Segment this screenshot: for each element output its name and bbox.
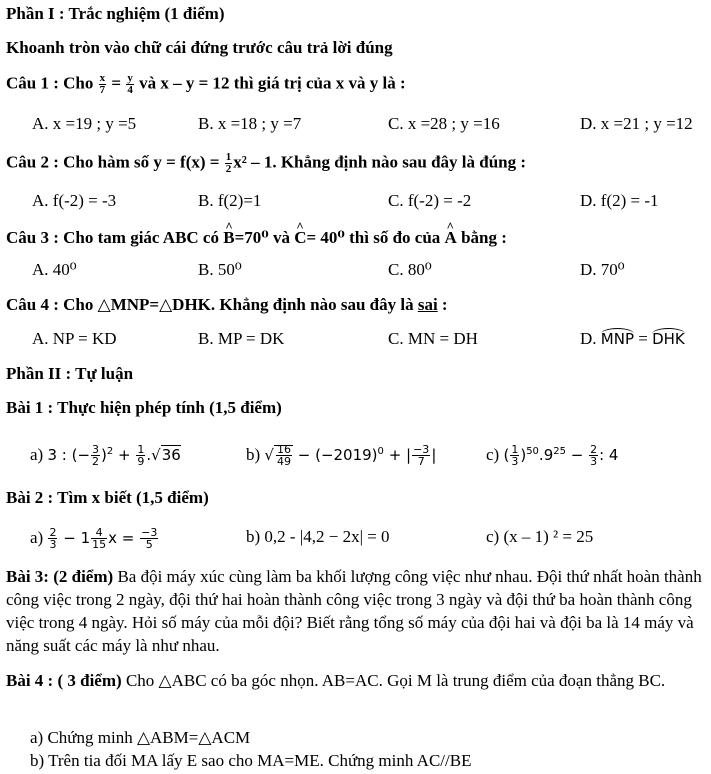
bai2-b: b) 0,2 - |4,2 − 2x| = 0 <box>246 527 390 546</box>
q1-option-b[interactable]: B. x =18 ; y =7 <box>198 114 302 133</box>
bai4-a: a) Chứng minh △ABM=△ACM <box>30 728 251 747</box>
question-3: Câu 3 : Cho tam giác ABC có ^ B=70⁰ và ^ C= 40⁰ thì số đo của ^ A bằng : <box>6 228 507 248</box>
q3-option-d[interactable]: D. 70⁰ <box>580 260 625 279</box>
q3-option-b[interactable]: B. 50⁰ <box>198 260 242 279</box>
bai1-title: Bài 1 : Thực hiện phép tính (1,5 điểm) <box>6 398 282 417</box>
q2-option-b[interactable]: B. f(2)=1 <box>198 191 262 210</box>
bai2-c: c) (x – 1) ² = 25 <box>486 527 594 546</box>
question-1: Câu 1 : Cho $\frac{x}{7}$ = $\frac{y}{4}$ và x – y = 12 thì giá trị của x và y là : <box>6 72 406 96</box>
bai2-a: a) $\frac{2}{3}$ − 1 $\frac{4}{15}$ x = $\frac{-3}{5}$ <box>30 526 158 551</box>
bai1-c: c) ( $\frac{1}{3}$ )$^{50}.9^{25}$ − $\frac{2}{3}$ : 4 <box>486 443 619 468</box>
bai4-b: b) Trên tia đối MA lấy E sao cho MA=ME. Chứng minh AC//BE <box>30 751 472 770</box>
q4-option-b[interactable]: B. MP = DK <box>198 329 285 348</box>
question-4: Câu 4 : Cho △MNP=△DHK. Khẳng định nào sau đây là sai : <box>6 295 448 314</box>
instruction: Khoanh tròn vào chữ cái đứng trước câu trả lời đúng <box>6 38 393 57</box>
q1-option-d[interactable]: D. x =21 ; y =12 <box>580 114 693 133</box>
bai1-a: a) 3 : (− $\frac{3}{2}$ )$^2$ + $\frac{1}{9}$ .√36 <box>30 443 181 468</box>
bai2-title: Bài 2 : Tìm x biết (1,5 điểm) <box>6 488 209 507</box>
q2-option-d[interactable]: D. f(2) = -1 <box>580 191 659 210</box>
q4-option-d[interactable]: D. MNP = DHK <box>580 329 685 348</box>
bai1-b: b) √ $\frac{16}{49}$ − $(-2019)^0$ + | $\frac{-3}{7}$ | <box>246 443 437 468</box>
bai4: Bài 4 : ( 3 điểm) Cho △ABC có ba góc nhọn. AB=AC. Gọi M là trung điểm của đoạn thẳng BC. <box>6 671 666 690</box>
q4-option-c[interactable]: C. MN = DH <box>388 329 478 348</box>
q1-option-a[interactable]: A. x =19 ; y =5 <box>32 114 137 133</box>
q2-option-a[interactable]: A. f(-2) = -3 <box>32 191 117 210</box>
q1-option-c[interactable]: C. x =28 ; y =16 <box>388 114 500 133</box>
part1-title: Phần I : Trắc nghiệm (1 điểm) <box>6 4 225 23</box>
q4-option-a[interactable]: A. NP = KD <box>32 329 117 348</box>
bai3: Bài 3: (2 điểm) Ba đội máy xúc cùng làm ba khối lượng công việc như nhau. Đội thứ nhất hoàn thành công việc trong 2 ngày, đội thứ hai hoàn thành công việc trong 3 ngày và đội thứ ba hoàn thành công việc trong 4 ngày. Hỏi số máy của mỗi đội? Biết rằng tổng số máy của đội hai và đội ba là 14 máy và năng suất các máy là như nhau. <box>6 567 702 655</box>
q3-option-a[interactable]: A. 40⁰ <box>32 260 77 279</box>
question-2: Câu 2 : Cho hàm số y = f(x) = $\frac{1}{2}$ x² – 1. Khẳng định nào sau đây là đúng : <box>6 151 527 175</box>
part2-title: Phần II : Tự luận <box>6 364 134 383</box>
q2-option-c[interactable]: C. f(-2) = -2 <box>388 191 472 210</box>
q3-option-c[interactable]: C. 80⁰ <box>388 260 432 279</box>
